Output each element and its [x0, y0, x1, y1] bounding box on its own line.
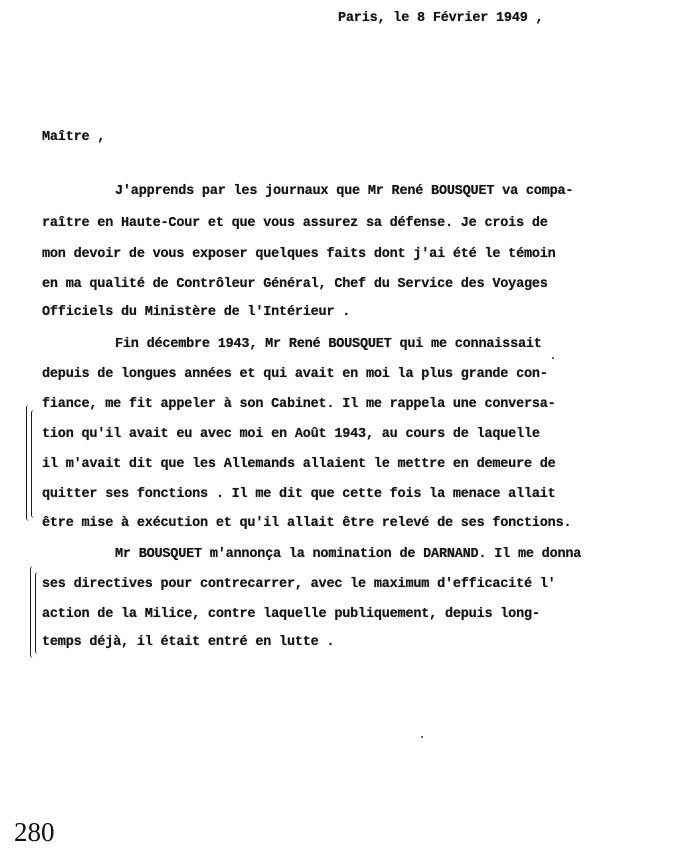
letter-line: depuis de longues années et qui avait en moi la plus grande con-: [42, 367, 548, 382]
margin-bracket-mark: [31, 410, 38, 518]
page-number: 280: [14, 817, 55, 847]
salutation: Maître ,: [42, 130, 106, 145]
letter-line: J'apprends par les journaux que Mr René BOUSQUET va compa-: [115, 184, 574, 199]
letter-line: Fin décembre 1943, Mr René BOUSQUET qui me connaissait: [115, 337, 542, 352]
letter-line: Mr BOUSQUET m'annonça la nomination de DARNAND. Il me donna: [115, 547, 582, 562]
letter-line: mon devoir de vous exposer quelques faits dont j'ai été le témoin: [42, 247, 556, 262]
ink-speck: [552, 357, 554, 359]
letter-line: tion qu'il avait eu avec moi en Août 1943, au cours de laquelle: [42, 427, 540, 442]
letter-line: fiance, me fit appeler à son Cabinet. Il me rappela une conversa-: [42, 397, 556, 412]
letter-line: temps déjà, il était entré en lutte .: [42, 635, 335, 650]
ink-speck: [421, 736, 423, 738]
letter-line: action de la Milice, contre laquelle publiquement, depuis long-: [42, 607, 540, 622]
letter-line: il m'avait dit que les Allemands allaient le mettre en demeure de: [42, 457, 556, 472]
letter-line: en ma qualité de Contrôleur Général, Chef du Service des Voyages: [42, 277, 548, 292]
letter-line: ses directives pour contrecarrer, avec le maximum d'efficacité l': [42, 577, 556, 592]
margin-bracket-mark: [35, 572, 42, 654]
letter-line: raître en Haute-Cour et que vous assurez sa défense. Je crois de: [42, 216, 548, 231]
letter-line: être mise à exécution et qu'il allait être relevé de ses fonctions.: [42, 516, 572, 531]
date-line: Paris, le 8 Février 1949 ,: [338, 11, 544, 26]
letter-line: quitter ses fonctions . Il me dit que cette fois la menace allait: [42, 487, 556, 502]
letter-line: Officiels du Ministère de l'Intérieur .: [42, 305, 351, 320]
